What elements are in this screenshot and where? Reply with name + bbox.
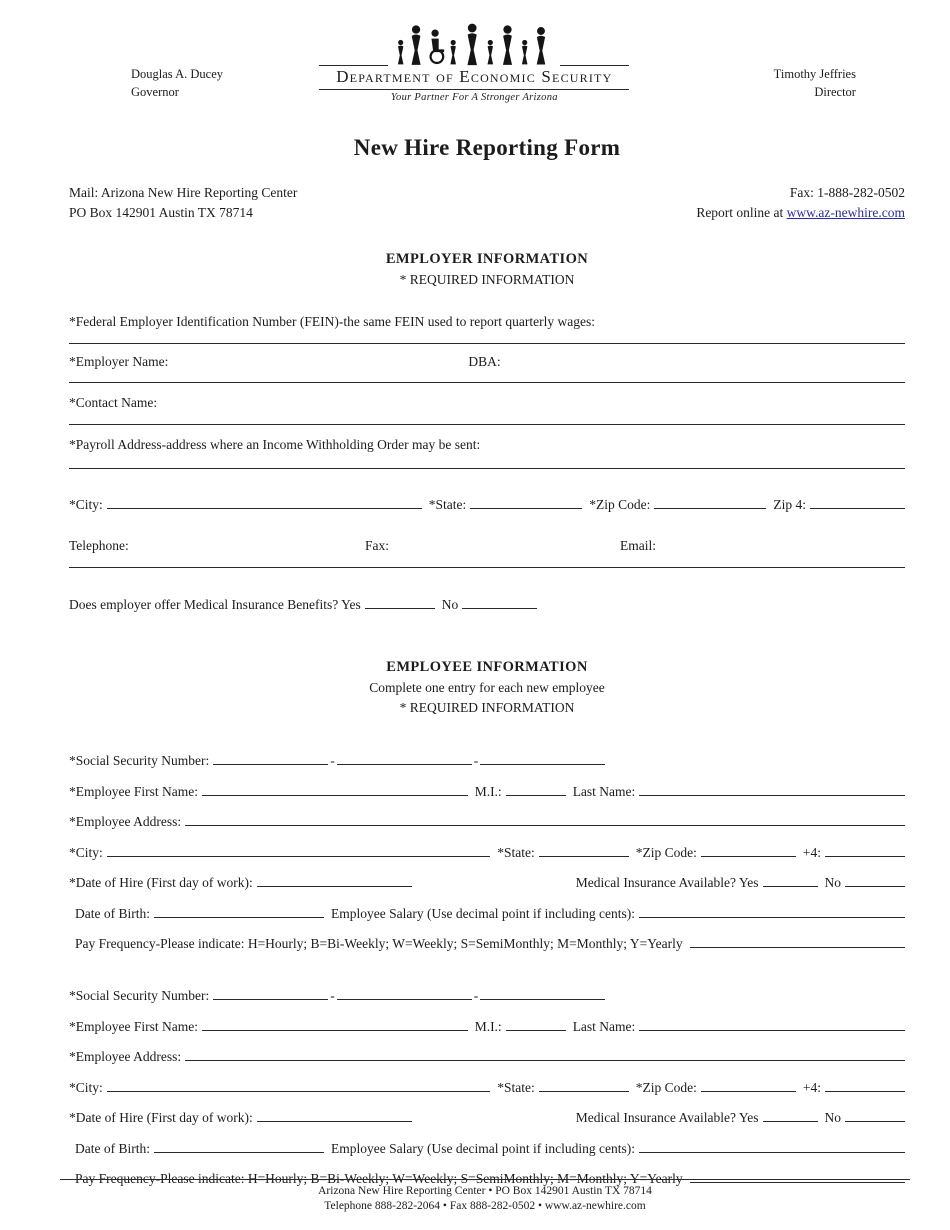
address-label: *Employee Address: bbox=[69, 1049, 182, 1064]
contact-name-label: *Contact Name: bbox=[69, 395, 158, 410]
medical-no-field[interactable] bbox=[845, 874, 905, 887]
state-label: *State: bbox=[497, 1079, 535, 1095]
employee-required-note: * REQUIRED INFORMATION bbox=[399, 700, 575, 715]
employer-medical-row bbox=[69, 596, 905, 613]
date-of-hire-field[interactable] bbox=[257, 874, 412, 887]
date-of-hire-label: *Date of Hire (First day of work): bbox=[69, 875, 253, 890]
des-logo-figures bbox=[319, 21, 629, 67]
telephone-label: Telephone: bbox=[69, 538, 129, 553]
employee-entry-1 bbox=[69, 752, 905, 951]
zip-field[interactable] bbox=[701, 1079, 796, 1092]
footer-line1: Arizona New Hire Reporting Center • PO Box 142901 Austin TX 78714 bbox=[318, 1185, 652, 1197]
date-of-hire-field[interactable] bbox=[257, 1109, 412, 1122]
governor-name: Douglas A. Ducey bbox=[131, 67, 223, 81]
ssn-part2-field[interactable] bbox=[337, 987, 472, 1000]
dob-label: Date of Birth: bbox=[75, 905, 150, 921]
name-row bbox=[69, 1018, 905, 1034]
ssn-dash: - bbox=[473, 753, 479, 768]
fax-online bbox=[696, 183, 905, 223]
first-name-label: *Employee First Name: bbox=[69, 1018, 198, 1034]
medical-no-label: No bbox=[824, 875, 841, 890]
first-name-field[interactable] bbox=[202, 1018, 468, 1031]
name-row bbox=[69, 783, 905, 799]
telephone-fax-email-input-line[interactable] bbox=[69, 567, 905, 568]
address-field[interactable] bbox=[185, 813, 905, 826]
employer-city-field[interactable] bbox=[107, 496, 422, 509]
plus4-label: +4: bbox=[802, 1079, 821, 1095]
employer-name-input-line[interactable] bbox=[69, 382, 905, 383]
page-footer bbox=[60, 1179, 910, 1214]
employer-zip4-field[interactable] bbox=[810, 496, 905, 509]
contact-name-input-line[interactable] bbox=[69, 424, 905, 425]
zip-label: *Zip Code: bbox=[635, 1079, 697, 1095]
ssn-part3-field[interactable] bbox=[480, 752, 605, 765]
payroll-address-label: *Payroll Address-address where an Income Withholding Order may be sent: bbox=[69, 437, 481, 452]
ssn-part1-field[interactable] bbox=[213, 987, 328, 1000]
governor-title: Governor bbox=[131, 85, 179, 99]
mail-line2: PO Box 142901 Austin TX 78714 bbox=[69, 205, 253, 220]
address-field[interactable] bbox=[185, 1048, 905, 1061]
employer-required-note: * REQUIRED INFORMATION bbox=[399, 272, 575, 287]
fein-label: *Federal Employer Identification Number (FEIN)-the same FEIN used to report quarterly wages: bbox=[69, 314, 595, 329]
employer-medical-question: Does employer offer Medical Insurance Benefits? Yes bbox=[69, 597, 361, 612]
hire-date-medical-row bbox=[69, 1109, 905, 1125]
ssn-label: *Social Security Number: bbox=[69, 988, 210, 1003]
dob-field[interactable] bbox=[154, 905, 324, 918]
mi-label: M.I.: bbox=[474, 783, 502, 799]
plus4-field[interactable] bbox=[825, 844, 905, 857]
first-name-label: *Employee First Name: bbox=[69, 783, 198, 799]
date-of-hire-label: *Date of Hire (First day of work): bbox=[69, 1110, 253, 1125]
last-name-field[interactable] bbox=[639, 1018, 905, 1031]
dob-salary-row bbox=[69, 905, 905, 921]
state-label: *State: bbox=[497, 844, 535, 860]
page-title: New Hire Reporting Form bbox=[353, 135, 621, 160]
agency-name: Department of Economic Security bbox=[319, 67, 629, 90]
employer-city-state-zip-row bbox=[69, 496, 905, 513]
employer-name-label: *Employer Name: bbox=[69, 354, 169, 369]
employer-name-block bbox=[69, 354, 905, 383]
director-title: Director bbox=[814, 85, 856, 99]
last-name-field[interactable] bbox=[639, 783, 905, 796]
dba-label: DBA: bbox=[468, 354, 501, 369]
medical-yes-field[interactable] bbox=[763, 1109, 818, 1122]
director-name: Timothy Jeffries bbox=[773, 67, 856, 81]
agency-tagline: Your Partner For A Stronger Arizona bbox=[390, 92, 558, 103]
contact-info bbox=[69, 183, 905, 223]
mail-address bbox=[69, 183, 297, 223]
pay-frequency-row bbox=[69, 935, 905, 951]
mi-field[interactable] bbox=[506, 1018, 566, 1031]
salary-field[interactable] bbox=[639, 905, 905, 918]
employer-medical-yes-field[interactable] bbox=[365, 596, 435, 609]
employer-zip-field[interactable] bbox=[654, 496, 766, 509]
email-label: Email: bbox=[620, 538, 656, 553]
employer-section-heading bbox=[69, 251, 905, 288]
zip-field[interactable] bbox=[701, 844, 796, 857]
report-online-line bbox=[696, 203, 905, 223]
employee-section-heading bbox=[69, 659, 905, 716]
medical-no-label: No bbox=[824, 1110, 841, 1125]
city-label: *City: bbox=[69, 844, 103, 860]
address-row bbox=[69, 1048, 905, 1064]
employee-heading: EMPLOYEE INFORMATION bbox=[386, 659, 588, 675]
ssn-row bbox=[69, 987, 905, 1003]
hire-date-medical-row bbox=[69, 874, 905, 890]
ssn-part3-field[interactable] bbox=[480, 987, 605, 1000]
logo-rule-left bbox=[319, 65, 388, 66]
employer-zip4-label: Zip 4: bbox=[773, 497, 806, 512]
fein-block bbox=[69, 314, 905, 344]
salary-label: Employee Salary (Use decimal point if including cents): bbox=[330, 1140, 636, 1156]
medical-available-label: Medical Insurance Available? Yes bbox=[575, 1110, 759, 1125]
pay-frequency-label: Pay Frequency-Please indicate: H=Hourly; B=Bi-Weekly; W=Weekly; S=SemiMonthly; M=Monthly; Y=Yearly bbox=[75, 936, 683, 951]
telephone-fax-email-block bbox=[69, 538, 905, 568]
employer-zip-label: *Zip Code: bbox=[589, 497, 651, 512]
employee-subheading: Complete one entry for each new employee bbox=[369, 680, 605, 695]
mi-label: M.I.: bbox=[474, 1018, 502, 1034]
employer-fields bbox=[69, 314, 905, 613]
payroll-address-block bbox=[69, 437, 905, 469]
last-name-label: Last Name: bbox=[572, 783, 636, 799]
logo-rule-right bbox=[560, 65, 629, 66]
mail-line1: Mail: Arizona New Hire Reporting Center bbox=[69, 185, 298, 200]
zip-label: *Zip Code: bbox=[635, 844, 697, 860]
city-field[interactable] bbox=[107, 844, 490, 857]
newhire-website-link[interactable]: www.az-newhire.com bbox=[786, 205, 905, 220]
address-label: *Employee Address: bbox=[69, 814, 182, 829]
address-row bbox=[69, 813, 905, 829]
ssn-part1-field[interactable] bbox=[213, 752, 328, 765]
employer-state-field[interactable] bbox=[470, 496, 582, 509]
letterhead bbox=[69, 25, 905, 103]
plus4-field[interactable] bbox=[825, 1079, 905, 1092]
employee-entries bbox=[69, 752, 905, 1186]
city-field[interactable] bbox=[107, 1079, 490, 1092]
employer-heading: EMPLOYER INFORMATION bbox=[385, 251, 589, 267]
dob-salary-row bbox=[69, 1140, 905, 1156]
city-label: *City: bbox=[69, 1079, 103, 1095]
salary-label: Employee Salary (Use decimal point if including cents): bbox=[330, 905, 636, 921]
ssn-label: *Social Security Number: bbox=[69, 753, 210, 768]
employer-fax-label: Fax: bbox=[365, 538, 390, 553]
dob-field[interactable] bbox=[154, 1140, 324, 1153]
fein-input-line[interactable] bbox=[69, 343, 905, 344]
governor-block bbox=[131, 65, 281, 103]
first-name-field[interactable] bbox=[202, 783, 468, 796]
ssn-dash: - bbox=[330, 988, 335, 1003]
family-silhouettes-icon bbox=[388, 21, 560, 67]
city-state-zip-row bbox=[69, 1079, 905, 1095]
employer-medical-no-label: No bbox=[441, 597, 459, 612]
employer-city-label: *City: bbox=[69, 497, 103, 512]
state-field[interactable] bbox=[539, 844, 629, 857]
payroll-address-input-line[interactable] bbox=[69, 468, 905, 469]
employer-state-label: *State: bbox=[428, 497, 467, 512]
employee-entry-2 bbox=[69, 987, 905, 1186]
ssn-row bbox=[69, 752, 905, 768]
employer-medical-no-field[interactable] bbox=[462, 596, 537, 609]
medical-available-label: Medical Insurance Available? Yes bbox=[575, 875, 759, 890]
director-block bbox=[706, 65, 856, 103]
fax-number: Fax: 1-888-282-0502 bbox=[789, 185, 905, 200]
ssn-dash: - bbox=[473, 988, 479, 1003]
medical-no-field[interactable] bbox=[845, 1109, 905, 1122]
contact-name-block bbox=[69, 395, 905, 425]
des-logo bbox=[319, 21, 629, 103]
dob-label: Date of Birth: bbox=[75, 1140, 150, 1156]
city-state-zip-row bbox=[69, 844, 905, 860]
ssn-dash: - bbox=[330, 753, 335, 768]
footer-line2: Telephone 888-282-2064 • Fax 888-282-0502 • www.az-newhire.com bbox=[324, 1200, 646, 1212]
mi-field[interactable] bbox=[506, 783, 566, 796]
salary-field[interactable] bbox=[639, 1140, 905, 1153]
ssn-part2-field[interactable] bbox=[337, 752, 472, 765]
pay-frequency-field[interactable] bbox=[690, 935, 905, 948]
last-name-label: Last Name: bbox=[572, 1018, 636, 1034]
medical-yes-field[interactable] bbox=[763, 874, 818, 887]
plus4-label: +4: bbox=[802, 844, 821, 860]
state-field[interactable] bbox=[539, 1079, 629, 1092]
pay-frequency-label: Pay Frequency-Please indicate: H=Hourly; B=Bi-Weekly; W=Weekly; S=SemiMonthly; M=Monthly; Y=Yearly bbox=[75, 1171, 683, 1186]
report-online-prefix: Report online at bbox=[696, 205, 787, 220]
